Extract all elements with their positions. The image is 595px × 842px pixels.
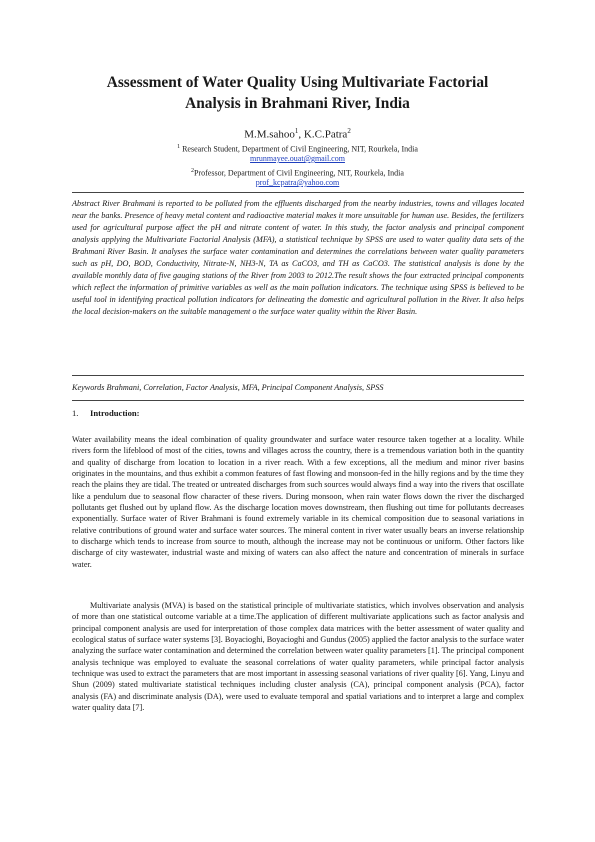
intro-paragraph-1: Water availability means the ideal combination of quality groundwater and surface water resource taken together at a locality. While rivers form the lifeblood of most of the cities, towns and villages across the country, there is a tremendous variation both in the quantity and quality of discharge from location to location in a river reach. With a few exceptions, all the medium and minor river basins originates in the mountains, and thus exhibit a common features of fast flowing and monsoon-fed in the hilly regions and by the time they reach the plains they are tidal. The treated or untreated discharges from such sources would always find a way into the rivers that oscillate like a pendulum due to seasonal flow character of these rivers. During monsoon, when rain water flows down the river the discharged pollutants get flushed out by upland flow. As the discharge location moves downstream, then flushing out time for pollutants decreases exponentially. Surface water of River Brahmani is found extremely variable in its chemical composition due to seasonal variations in relative contributions of ground water and surface water sources. The mineral content in river water usually bears an inverse relationship to discharge which tends to increase from source to mouth, although the increase may not be continuous or uniform. Other factors like discharge of city wastewater, industrial waste and mixing of waters can also affect the nature and concentration of minerals in surface water. [72,435,524,569]
affiliation-1-mark: 1 [177,144,181,150]
keywords-bottom-rule [72,400,524,401]
abstract: Abstract River Brahmani is reported to be polluted from the effluents discharged from the nearby industries, towns and villages located near the banks. Presence of heavy metal content and radioactive material makes it more unsuitable for human use. Besides, the fertilizers used for agricultural purpose affect the pH and nitrate content of water. In this study, the factor analysis and principal component analysis applying the Multivariate Factorial Analysis (MFA), a statistical technique by SPSS are used to water quality data sets of the Brahmani River Basin. It analyses the surface water contamination and determines the correlations between water quality parameters such as pH, DO, BOD, Conductivity, Nitrate-N, NH3-N, TA as CaCO3, and TH as CaCO3. The statistical analysis is done by the available monthly data of five gauging stations of the River from 2003 to 2012.The result shows the four extracted principal components which reflect the information of primitive variables as well as the main pollution indicators. The technique using SPSS is believed to be useful tool in identifying practical pollution indicators for delineating the domestic and agricultural pollution in the River. It also helps the local decision-makers on the suitable management o the surface water quality within the River Basin. [72,199,524,316]
author-2-email-link[interactable]: prof_kcpatra@yahoo.com [255,178,340,187]
author-1-email-link[interactable]: mrunmayee.ouat@gmail.com [250,154,345,163]
title-line-2: Analysis in Brahmani River, India [185,95,410,112]
affiliation-1-email-line [60,154,535,164]
author-2-affil-mark: 2 [347,127,351,135]
paper-title [60,72,535,114]
affiliation-2-email-line [60,178,535,188]
affiliation-2-mark: 2 [191,168,195,174]
section-title: Introduction: [90,408,140,418]
author-list [60,124,535,142]
intro-paragraph-2: Multivariate analysis (MVA) is based on the statistical principle of multivariate statistics, which involves observation and analysis of more than one statistical outcome variable at a time.The application of different multivariate applications such as factor analysis and principal component analysis are used for interpretation of those complex data matrices with the better assessment of water quality and ecological status of surface water systems [3]. Boyacioghi, Boyacioghi and Gundus (2005) applied the factor analysis to the surface water analyzing the surface water contamination and determined the correlation between water quality parameters [1]. The principal component analysis technique was employed to evaluate the seasonal correlations of water quality parameters, while principal factor analysis technique was used to extract the parameters that are most important in assessing seasonal variations of river quality [6]. Yang, Linyu and Shun (2009) stated multivariate statistical techniques including cluster analysis (CA), principal component analysis (PCA), factor analysis (FA) and discriminate analysis (DA), were used to evaluate temporal and spatial variations and to interpret a large and complex water quality data [7]. [72,601,524,713]
abstract-bottom-rule [72,375,524,376]
affiliation-2-text: Professor, Department of Civil Engineering, NIT, Rourkela, India [194,168,404,178]
author-2: K.C.Patra [303,128,348,141]
author-separator: , [298,128,304,141]
author-1-affil-mark: 1 [294,127,299,135]
affiliation-1-text: Research Student, Department of Civil Engineering, NIT, Rourkela, India [182,144,418,154]
abstract-top-rule [72,192,524,193]
affiliation-2 [60,166,535,179]
keywords: Keywords Brahmani, Correlation, Factor Analysis, MFA, Principal Component Analysis, SPSS [72,383,384,392]
affiliation-1 [60,142,535,155]
section-heading [72,408,524,419]
author-1: M.M.sahoo [244,128,295,141]
section-number: 1. [72,408,79,418]
title-line-1: Assessment of Water Quality Using Multivariate Factorial [106,74,489,91]
